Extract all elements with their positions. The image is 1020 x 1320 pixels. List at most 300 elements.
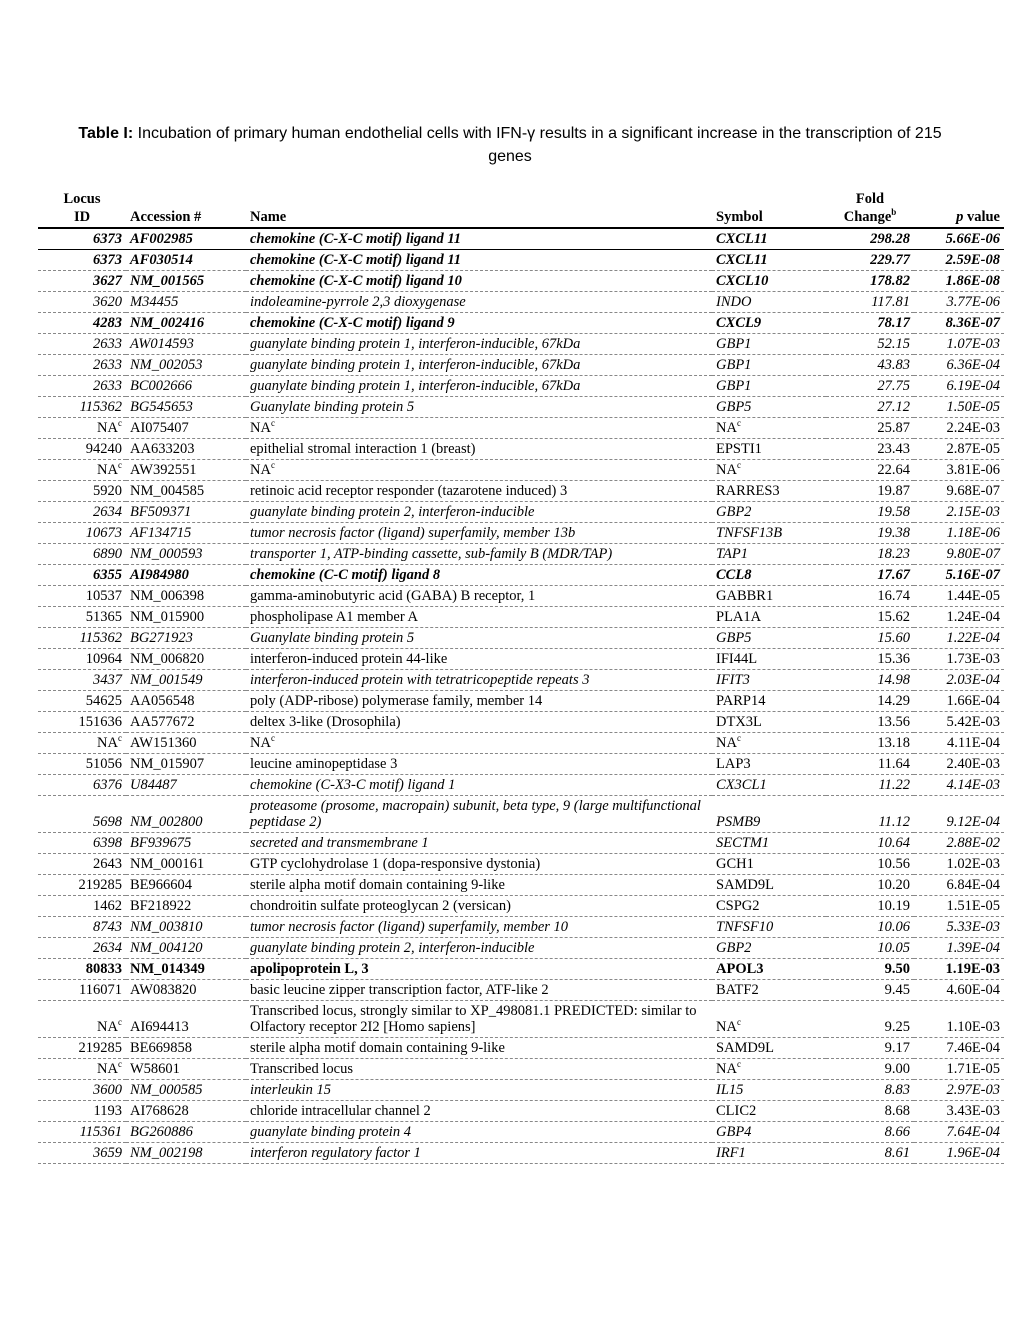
cell-locus-id-text: 2634 xyxy=(93,504,122,520)
header-fold-line2: Change xyxy=(843,209,892,225)
cell-symbol-text: CCL8 xyxy=(716,567,752,583)
table-row xyxy=(38,397,1004,418)
cell-fold-change-text: 19.87 xyxy=(877,483,910,499)
cell-locus-id-text: 10673 xyxy=(85,525,122,541)
cell-symbol xyxy=(712,775,826,796)
table-row xyxy=(38,854,1004,875)
cell-fold-change xyxy=(826,1059,914,1080)
cell-name xyxy=(246,1122,712,1143)
cell-symbol xyxy=(712,1080,826,1101)
cell-locus-id-text: 115361 xyxy=(79,1124,122,1140)
cell-symbol xyxy=(712,854,826,875)
cell-p-value-text: 2.87E-05 xyxy=(946,441,1000,457)
cell-locus-id-text: NA xyxy=(97,462,118,478)
cell-p-value xyxy=(914,355,1004,376)
cell-accession-text: AW083820 xyxy=(130,982,197,998)
cell-fold-change-text: 11.64 xyxy=(877,756,910,772)
cell-name-footnote: c xyxy=(270,733,275,744)
cell-symbol-text: EPSTI1 xyxy=(716,441,762,457)
cell-locus-id-text: 115362 xyxy=(79,399,122,415)
cell-symbol-text: SECTM1 xyxy=(716,835,770,851)
cell-name-text: chloride intracellular channel 2 xyxy=(250,1103,431,1119)
cell-name-text: interferon regulatory factor 1 xyxy=(250,1145,421,1161)
table-row xyxy=(38,376,1004,397)
cell-p-value xyxy=(914,854,1004,875)
cell-name-text: guanylate binding protein 1, interferon-inducible, 67kDa xyxy=(250,336,581,352)
cell-p-value-text: 4.14E-03 xyxy=(946,777,1000,793)
cell-fold-change-text: 9.25 xyxy=(884,1019,910,1035)
cell-fold-change xyxy=(826,502,914,523)
cell-name-text: Guanylate binding protein 5 xyxy=(250,399,415,415)
cell-name xyxy=(246,854,712,875)
cell-locus-id xyxy=(38,565,126,586)
cell-p-value xyxy=(914,607,1004,628)
cell-locus-id xyxy=(38,397,126,418)
cell-name-text: phospholipase A1 member A xyxy=(250,609,418,625)
cell-fold-change-text: 8.66 xyxy=(884,1124,910,1140)
cell-name-text: transporter 1, ATP-binding cassette, sub-family B (MDR/TAP) xyxy=(250,546,613,562)
cell-name xyxy=(246,959,712,980)
cell-locus-id xyxy=(38,854,126,875)
table-row xyxy=(38,334,1004,355)
cell-p-value-text: 1.02E-03 xyxy=(946,856,1000,872)
cell-symbol-footnote: c xyxy=(736,418,741,429)
cell-p-value-text: 1.51E-05 xyxy=(946,898,1000,914)
cell-accession-text: AF030514 xyxy=(130,252,193,268)
cell-accession-text: NM_000585 xyxy=(130,1082,203,1098)
cell-locus-id xyxy=(38,833,126,854)
cell-accession xyxy=(126,854,246,875)
cell-symbol-text: IFIT3 xyxy=(716,672,750,688)
table-row xyxy=(38,917,1004,938)
cell-name xyxy=(246,418,712,439)
cell-name xyxy=(246,544,712,565)
cell-locus-id xyxy=(38,875,126,896)
cell-fold-change-text: 18.23 xyxy=(877,546,910,562)
table-row xyxy=(38,502,1004,523)
header-fold-line1: Fold xyxy=(855,191,885,207)
header-name: Name xyxy=(246,190,712,228)
cell-p-value xyxy=(914,292,1004,313)
cell-symbol xyxy=(712,875,826,896)
table-row xyxy=(38,712,1004,733)
cell-locus-id xyxy=(38,917,126,938)
cell-fold-change xyxy=(826,586,914,607)
cell-locus-id xyxy=(38,250,126,271)
cell-p-value-text: 4.60E-04 xyxy=(946,982,1000,998)
cell-symbol-text: GBP4 xyxy=(716,1124,752,1140)
cell-p-value-text: 1.39E-04 xyxy=(946,940,1000,956)
cell-locus-id-text: NA xyxy=(97,420,118,436)
cell-accession-text: NM_002800 xyxy=(130,814,203,830)
table-row xyxy=(38,586,1004,607)
cell-symbol xyxy=(712,1038,826,1059)
cell-locus-id-text: 219285 xyxy=(78,1040,122,1056)
cell-locus-id-footnote: c xyxy=(118,1059,122,1070)
cell-symbol xyxy=(712,1059,826,1080)
cell-p-value xyxy=(914,418,1004,439)
cell-locus-id-text: 5920 xyxy=(93,483,122,499)
cell-accession-text: AI984980 xyxy=(130,567,189,583)
table-row xyxy=(38,875,1004,896)
cell-accession xyxy=(126,775,246,796)
cell-locus-id xyxy=(38,712,126,733)
cell-symbol xyxy=(712,712,826,733)
cell-name-text: proteasome (prosome, macropain) subunit, beta type, 9 (large multifunctional peptidase 2) xyxy=(250,798,701,830)
cell-accession xyxy=(126,1122,246,1143)
table-row xyxy=(38,1143,1004,1164)
cell-fold-change xyxy=(826,733,914,754)
cell-fold-change xyxy=(826,796,914,833)
cell-p-value-text: 2.40E-03 xyxy=(946,756,1000,772)
cell-p-value-text: 5.42E-03 xyxy=(946,714,1000,730)
cell-accession-text: NM_014349 xyxy=(130,961,205,977)
cell-locus-id xyxy=(38,670,126,691)
cell-p-value-text: 3.43E-03 xyxy=(946,1103,1000,1119)
cell-p-value xyxy=(914,1038,1004,1059)
cell-accession xyxy=(126,628,246,649)
cell-accession-text: AA577672 xyxy=(130,714,195,730)
table-row xyxy=(38,959,1004,980)
cell-fold-change-text: 10.19 xyxy=(877,898,910,914)
cell-p-value-text: 7.64E-04 xyxy=(946,1124,1000,1140)
cell-fold-change xyxy=(826,775,914,796)
cell-accession-text: AI075407 xyxy=(130,420,189,436)
cell-accession xyxy=(126,355,246,376)
cell-fold-change xyxy=(826,1080,914,1101)
cell-p-value-text: 6.19E-04 xyxy=(946,378,1000,394)
table-row xyxy=(38,1001,1004,1038)
cell-fold-change xyxy=(826,670,914,691)
cell-fold-change xyxy=(826,355,914,376)
cell-name-text: retinoic acid receptor responder (tazarotene induced) 3 xyxy=(250,483,568,499)
cell-p-value-text: 9.80E-07 xyxy=(946,546,1000,562)
cell-accession xyxy=(126,796,246,833)
cell-name xyxy=(246,334,712,355)
cell-name-text: chemokine (C-X-C motif) ligand 11 xyxy=(250,231,462,247)
cell-symbol xyxy=(712,754,826,775)
cell-accession-text: BF939675 xyxy=(130,835,192,851)
cell-accession-text: NM_000161 xyxy=(130,856,205,872)
cell-symbol-text: IL15 xyxy=(716,1082,744,1098)
cell-p-value-text: 1.10E-03 xyxy=(946,1019,1000,1035)
cell-p-value-text: 2.88E-02 xyxy=(946,835,1000,851)
cell-name xyxy=(246,523,712,544)
table-row xyxy=(38,1101,1004,1122)
cell-name xyxy=(246,691,712,712)
cell-accession-text: NM_001565 xyxy=(130,273,205,289)
cell-p-value xyxy=(914,775,1004,796)
cell-symbol-text: GCH1 xyxy=(716,856,754,872)
cell-locus-id-text: 6398 xyxy=(93,835,122,851)
cell-symbol xyxy=(712,980,826,1001)
cell-locus-id xyxy=(38,502,126,523)
cell-accession-text: NM_002053 xyxy=(130,357,203,373)
cell-symbol-text: CXCL9 xyxy=(716,315,762,331)
cell-fold-change xyxy=(826,481,914,502)
cell-name xyxy=(246,1143,712,1164)
cell-fold-change xyxy=(826,875,914,896)
cell-name-footnote: c xyxy=(270,418,275,429)
cell-p-value xyxy=(914,670,1004,691)
cell-p-value xyxy=(914,1059,1004,1080)
cell-name-text: indoleamine-pyrrole 2,3 dioxygenase xyxy=(250,294,466,310)
cell-fold-change-text: 9.00 xyxy=(884,1061,910,1077)
cell-name xyxy=(246,754,712,775)
cell-p-value-text: 2.03E-04 xyxy=(946,672,1000,688)
cell-accession-text: AF134715 xyxy=(130,525,192,541)
cell-accession xyxy=(126,250,246,271)
cell-p-value-text: 3.81E-06 xyxy=(946,462,1000,478)
cell-accession-text: BG271923 xyxy=(130,630,193,646)
cell-name xyxy=(246,1101,712,1122)
cell-locus-id xyxy=(38,1143,126,1164)
cell-fold-change-text: 14.29 xyxy=(877,693,910,709)
cell-fold-change xyxy=(826,250,914,271)
cell-p-value xyxy=(914,980,1004,1001)
cell-symbol xyxy=(712,917,826,938)
cell-p-value xyxy=(914,228,1004,250)
cell-name xyxy=(246,1059,712,1080)
cell-p-value-text: 1.96E-04 xyxy=(946,1145,1000,1161)
cell-accession xyxy=(126,1143,246,1164)
table-row xyxy=(38,649,1004,670)
cell-p-value xyxy=(914,917,1004,938)
cell-name xyxy=(246,460,712,481)
cell-symbol-text: GBP1 xyxy=(716,357,752,373)
cell-p-value-text: 2.24E-03 xyxy=(946,420,1000,436)
cell-locus-id xyxy=(38,628,126,649)
cell-p-value-text: 1.50E-05 xyxy=(946,399,1000,415)
cell-symbol-text: GABBR1 xyxy=(716,588,774,604)
header-p-rest: value xyxy=(963,209,1000,225)
cell-locus-id xyxy=(38,460,126,481)
cell-locus-id-text: 6890 xyxy=(93,546,122,562)
cell-fold-change-text: 15.36 xyxy=(877,651,910,667)
cell-locus-id-text: 3659 xyxy=(93,1145,122,1161)
cell-name xyxy=(246,796,712,833)
cell-name-text: guanylate binding protein 4 xyxy=(250,1124,411,1140)
table-row xyxy=(38,228,1004,250)
cell-name xyxy=(246,607,712,628)
cell-symbol xyxy=(712,796,826,833)
cell-locus-id-text: 115362 xyxy=(79,630,122,646)
cell-fold-change-text: 43.83 xyxy=(877,357,910,373)
cell-accession-text: BE669858 xyxy=(130,1040,193,1056)
cell-symbol xyxy=(712,460,826,481)
cell-symbol-text: IFI44L xyxy=(716,651,758,667)
cell-symbol-text: PARP14 xyxy=(716,693,766,709)
cell-name-text: interleukin 15 xyxy=(250,1082,331,1098)
cell-name-text: NA xyxy=(250,462,271,478)
cell-p-value-text: 6.84E-04 xyxy=(946,877,1000,893)
cell-symbol xyxy=(712,959,826,980)
cell-accession-text: BF218922 xyxy=(130,898,192,914)
cell-p-value xyxy=(914,481,1004,502)
cell-locus-id-text: 54625 xyxy=(85,693,122,709)
cell-fold-change-text: 298.28 xyxy=(870,231,910,247)
cell-accession xyxy=(126,334,246,355)
cell-fold-change xyxy=(826,896,914,917)
cell-accession xyxy=(126,544,246,565)
cell-accession xyxy=(126,1101,246,1122)
cell-symbol-footnote: c xyxy=(736,460,741,471)
cell-locus-id-text: 2633 xyxy=(93,378,122,394)
table-row xyxy=(38,833,1004,854)
cell-name-text: chemokine (C-X3-C motif) ligand 1 xyxy=(250,777,456,793)
cell-locus-id xyxy=(38,1080,126,1101)
cell-locus-id-text: NA xyxy=(97,735,118,751)
cell-p-value xyxy=(914,376,1004,397)
cell-symbol xyxy=(712,334,826,355)
cell-accession-text: NM_006398 xyxy=(130,588,205,604)
table-row xyxy=(38,896,1004,917)
cell-symbol xyxy=(712,228,826,250)
cell-locus-id xyxy=(38,1059,126,1080)
cell-accession-text: AA056548 xyxy=(130,693,195,709)
cell-locus-id xyxy=(38,649,126,670)
cell-accession-text: NM_002198 xyxy=(130,1145,203,1161)
cell-accession xyxy=(126,523,246,544)
cell-fold-change-text: 15.62 xyxy=(877,609,910,625)
cell-p-value-text: 1.73E-03 xyxy=(946,651,1000,667)
cell-symbol xyxy=(712,1001,826,1038)
cell-symbol-text: CSPG2 xyxy=(716,898,760,914)
table-row xyxy=(38,691,1004,712)
cell-accession xyxy=(126,980,246,1001)
cell-accession xyxy=(126,271,246,292)
cell-symbol-text: PSMB9 xyxy=(716,814,761,830)
cell-name xyxy=(246,292,712,313)
cell-fold-change xyxy=(826,397,914,418)
cell-symbol xyxy=(712,896,826,917)
cell-fold-change xyxy=(826,1101,914,1122)
cell-symbol xyxy=(712,691,826,712)
cell-name xyxy=(246,355,712,376)
cell-p-value-text: 1.24E-04 xyxy=(946,609,1000,625)
cell-locus-id-footnote: c xyxy=(118,460,122,471)
cell-name xyxy=(246,271,712,292)
cell-p-value xyxy=(914,628,1004,649)
cell-symbol xyxy=(712,1101,826,1122)
cell-symbol-text: DTX3L xyxy=(716,714,762,730)
cell-name-text: secreted and transmembrane 1 xyxy=(250,835,429,851)
cell-fold-change xyxy=(826,917,914,938)
cell-p-value xyxy=(914,397,1004,418)
cell-name-text: gamma-aminobutyric acid (GABA) B receptor, 1 xyxy=(250,588,536,604)
cell-p-value-text: 6.36E-04 xyxy=(946,357,1000,373)
cell-name xyxy=(246,481,712,502)
cell-locus-id-text: 94240 xyxy=(85,441,122,457)
cell-name xyxy=(246,628,712,649)
cell-locus-id-text: 6355 xyxy=(93,567,122,583)
cell-accession xyxy=(126,959,246,980)
cell-symbol xyxy=(712,481,826,502)
cell-locus-id-text: 5698 xyxy=(93,814,122,830)
cell-p-value xyxy=(914,1143,1004,1164)
cell-name-text: interferon-induced protein 44-like xyxy=(250,651,448,667)
cell-name xyxy=(246,712,712,733)
table-caption xyxy=(60,122,960,168)
cell-fold-change-text: 8.83 xyxy=(884,1082,910,1098)
cell-name-text: apolipoprotein L, 3 xyxy=(250,961,369,977)
cell-locus-id xyxy=(38,896,126,917)
cell-accession xyxy=(126,1080,246,1101)
cell-p-value xyxy=(914,250,1004,271)
cell-fold-change-text: 117.81 xyxy=(871,294,910,310)
cell-accession xyxy=(126,896,246,917)
cell-fold-change-text: 78.17 xyxy=(877,315,910,331)
cell-name-text: GTP cyclohydrolase 1 (dopa-responsive dystonia) xyxy=(250,856,541,872)
cell-accession-text: BC002666 xyxy=(130,378,193,394)
cell-fold-change-text: 10.20 xyxy=(877,877,910,893)
cell-p-value xyxy=(914,565,1004,586)
cell-accession-text: NM_004585 xyxy=(130,483,205,499)
cell-p-value-text: 1.18E-06 xyxy=(946,525,1000,541)
header-p-value xyxy=(914,190,1004,228)
cell-symbol xyxy=(712,670,826,691)
cell-locus-id-text: 2633 xyxy=(93,357,122,373)
cell-locus-id-text: 151636 xyxy=(78,714,122,730)
cell-accession xyxy=(126,917,246,938)
cell-symbol-text: NA xyxy=(716,420,737,436)
cell-fold-change-text: 23.43 xyxy=(877,441,910,457)
cell-accession xyxy=(126,586,246,607)
cell-symbol xyxy=(712,544,826,565)
table-row xyxy=(38,313,1004,334)
cell-locus-id-text: 3437 xyxy=(93,672,122,688)
cell-symbol-text: GBP1 xyxy=(716,378,752,394)
cell-fold-change-text: 14.98 xyxy=(877,672,910,688)
cell-name-text: NA xyxy=(250,420,271,436)
cell-symbol-text: GBP5 xyxy=(716,630,752,646)
cell-accession xyxy=(126,1059,246,1080)
cell-accession-text: NM_015907 xyxy=(130,756,205,772)
cell-name xyxy=(246,775,712,796)
cell-locus-id xyxy=(38,586,126,607)
cell-symbol xyxy=(712,292,826,313)
cell-fold-change-text: 16.74 xyxy=(877,588,910,604)
cell-name-text: chondroitin sulfate proteoglycan 2 (versican) xyxy=(250,898,511,914)
cell-fold-change xyxy=(826,418,914,439)
cell-accession xyxy=(126,376,246,397)
table-row xyxy=(38,670,1004,691)
cell-p-value xyxy=(914,754,1004,775)
cell-name xyxy=(246,228,712,250)
cell-fold-change xyxy=(826,833,914,854)
cell-locus-id xyxy=(38,418,126,439)
cell-name-text: interferon-induced protein with tetratricopeptide repeats 3 xyxy=(250,672,590,688)
cell-accession-text: U84487 xyxy=(130,777,177,793)
cell-symbol-text: NA xyxy=(716,1019,737,1035)
cell-name-text: Transcribed locus, strongly similar to XP_498081.1 PREDICTED: similar to Olfactory receptor 2I2 [Homo sapiens] xyxy=(250,1003,697,1035)
cell-locus-id-footnote: c xyxy=(118,733,122,744)
cell-fold-change-text: 11.12 xyxy=(878,814,910,830)
table-row xyxy=(38,292,1004,313)
cell-name xyxy=(246,733,712,754)
cell-accession xyxy=(126,1001,246,1038)
cell-accession xyxy=(126,397,246,418)
cell-name-text: sterile alpha motif domain containing 9-like xyxy=(250,1040,505,1056)
cell-accession-text: M34455 xyxy=(130,294,179,310)
cell-p-value-text: 9.12E-04 xyxy=(946,814,1000,830)
cell-fold-change xyxy=(826,980,914,1001)
cell-fold-change-text: 52.15 xyxy=(877,336,910,352)
cell-accession-text: AI768628 xyxy=(130,1103,189,1119)
cell-locus-id-text: 51056 xyxy=(85,756,122,772)
cell-accession xyxy=(126,938,246,959)
cell-locus-id-text: 4283 xyxy=(93,315,122,331)
